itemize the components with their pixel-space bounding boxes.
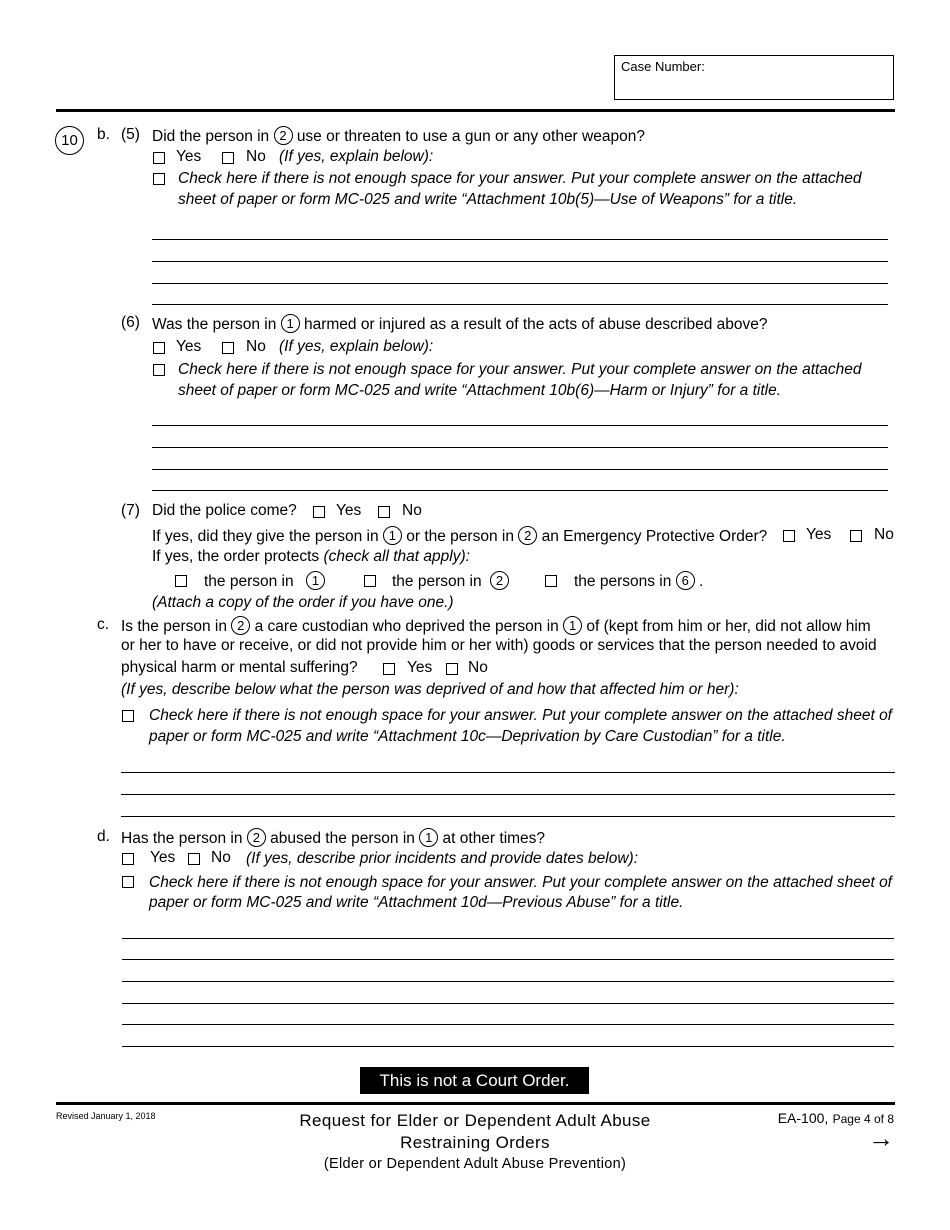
answer-line[interactable] — [122, 959, 894, 960]
ref-circle: 2 — [490, 571, 509, 590]
q5-no-label: No — [246, 148, 266, 165]
answer-line[interactable] — [152, 469, 888, 470]
d-yes-checkbox[interactable] — [122, 853, 134, 865]
answer-line[interactable] — [122, 1046, 894, 1047]
q5-check-text-2: sheet of paper or form MC-025 and write “Attachment 10b(5)—Use of Weapons” for a title. — [178, 191, 798, 208]
c-question-line3: physical harm or mental suffering? — [121, 659, 358, 676]
answer-line[interactable] — [122, 981, 894, 982]
revised-date: Revised January 1, 2018 — [56, 1111, 156, 1121]
case-number-box[interactable] — [614, 55, 894, 100]
q5-space-checkbox[interactable] — [153, 173, 165, 185]
ref-circle: 1 — [383, 526, 402, 545]
q7-opt2-label: the person in 2 — [392, 571, 509, 591]
q7-epo-question: If yes, did they give the person in 1 or the person in 2 an Emergency Protective Order? — [152, 528, 768, 545]
q6-space-checkbox[interactable] — [153, 364, 165, 376]
ref-circle: 1 — [306, 571, 325, 590]
answer-line[interactable] — [121, 816, 895, 817]
c-yes-label: Yes — [407, 659, 433, 676]
d-question: Has the person in 2 abused the person in 1 at other times? — [121, 830, 546, 847]
c-question-line1: Is the person in 2 a care custodian who deprived the person in 1 of (kept from him or her, did not allow him — [121, 618, 871, 635]
q6-no-checkbox[interactable] — [222, 342, 234, 354]
c-describe: (If yes, describe below what the person was deprived of and how that affected him or her): — [121, 681, 739, 698]
section-number: 10 — [55, 126, 84, 155]
q5-explain: (If yes, explain below): — [279, 148, 434, 165]
c-check-text-2: paper or form MC-025 and write “Attachment 10c—Deprivation by Care Custodian” for a title. — [149, 728, 786, 745]
q5-question: Did the person in 2 use or threaten to use a gun or any other weapon? — [152, 128, 645, 145]
not-court-order-notice: This is not a Court Order. — [360, 1067, 589, 1094]
d-no-checkbox[interactable] — [188, 853, 200, 865]
d-check-text-1: Check here if there is not enough space for your answer. Put your complete answer on the attached sheet of — [149, 874, 892, 891]
q7-opt3-checkbox[interactable] — [545, 575, 557, 587]
d-space-checkbox[interactable] — [122, 876, 134, 888]
ref-circle: 1 — [281, 314, 300, 333]
q5-check-text-1: Check here if there is not enough space for your answer. Put your complete answer on the attached — [178, 170, 862, 187]
answer-line[interactable] — [152, 239, 888, 240]
ref-circle: 2 — [274, 126, 293, 145]
q7-opt1-checkbox[interactable] — [175, 575, 187, 587]
ref-circle: 2 — [247, 828, 266, 847]
form-title-line1: Request for Elder or Dependent Adult Abuse — [299, 1111, 651, 1130]
q6-yes-checkbox[interactable] — [153, 342, 165, 354]
q7-epo-yes-label: Yes — [806, 526, 832, 543]
ref-circle: 1 — [419, 828, 438, 847]
d-describe: (If yes, describe prior incidents and provide dates below): — [246, 850, 639, 867]
d-check-text-2: paper or form MC-025 and write “Attachment 10d—Previous Abuse” for a title. — [149, 894, 684, 911]
answer-line[interactable] — [121, 772, 895, 773]
c-question-line2: or her to have or receive, or did not provide him or her with) goods or services that the person needed to avoid — [121, 637, 877, 654]
answer-line[interactable] — [152, 304, 888, 305]
q5-number: (5) — [121, 126, 140, 143]
q6-check-text-2: sheet of paper or form MC-025 and write “Attachment 10b(6)—Harm or Injury” for a title. — [178, 382, 782, 399]
q7-protects-text: If yes, the order protects (check all that apply): — [152, 548, 470, 565]
form-title-line2: Restraining Orders — [400, 1133, 550, 1152]
case-number-label: Case Number: — [621, 59, 705, 74]
next-page-arrow-icon: → — [868, 1123, 894, 1153]
answer-line[interactable] — [121, 794, 895, 795]
c-check-text-1: Check here if there is not enough space for your answer. Put your complete answer on the attached sheet of — [149, 707, 892, 724]
header-rule — [56, 109, 895, 112]
q7-yes-label: Yes — [336, 502, 362, 519]
q7-epo-no-checkbox[interactable] — [850, 530, 862, 542]
ref-circle: 6 — [676, 571, 695, 590]
answer-line[interactable] — [152, 447, 888, 448]
q7-no-checkbox[interactable] — [378, 506, 390, 518]
q5-yes-label: Yes — [176, 148, 202, 165]
q7-epo-no-label: No — [874, 526, 894, 543]
q7-number: (7) — [121, 502, 140, 519]
q7-epo-yes-checkbox[interactable] — [783, 530, 795, 542]
answer-line[interactable] — [122, 1024, 894, 1025]
q5-no-checkbox[interactable] — [222, 152, 234, 164]
c-yes-checkbox[interactable] — [383, 663, 395, 675]
c-no-label: No — [468, 659, 488, 676]
footer-rule — [56, 1102, 895, 1105]
ref-circle: 2 — [518, 526, 537, 545]
q7-opt3-label: the persons in 6 . — [574, 573, 704, 590]
form-subtitle: (Elder or Dependent Adult Abuse Prevention) — [323, 1156, 627, 1172]
q7-attach-note: (Attach a copy of the order if you have one.) — [152, 594, 454, 611]
form-title — [250, 1110, 700, 1174]
q6-number: (6) — [121, 314, 140, 331]
c-space-checkbox[interactable] — [122, 710, 134, 722]
form-id: EA-100, Page 4 of 8 — [777, 1110, 894, 1126]
q7-yes-checkbox[interactable] — [313, 506, 325, 518]
q6-yes-label: Yes — [176, 338, 202, 355]
item-b-letter: b. — [97, 126, 110, 143]
q7-no-label: No — [402, 502, 422, 519]
ref-circle: 1 — [563, 616, 582, 635]
answer-line[interactable] — [152, 261, 888, 262]
answer-line[interactable] — [122, 1003, 894, 1004]
d-no-label: No — [211, 849, 231, 866]
q7-opt1-label: the person in 1 — [204, 571, 325, 591]
q6-no-label: No — [246, 338, 266, 355]
answer-line[interactable] — [152, 425, 888, 426]
answer-line[interactable] — [122, 938, 894, 939]
q7-opt2-checkbox[interactable] — [364, 575, 376, 587]
q7-question: Did the police come? — [152, 502, 297, 519]
c-no-checkbox[interactable] — [446, 663, 458, 675]
q6-check-text-1: Check here if there is not enough space for your answer. Put your complete answer on the attached — [178, 361, 862, 378]
answer-line[interactable] — [152, 490, 888, 491]
q5-yes-checkbox[interactable] — [153, 152, 165, 164]
ref-circle: 2 — [231, 616, 250, 635]
q6-explain: (If yes, explain below): — [279, 338, 434, 355]
d-yes-label: Yes — [150, 849, 176, 866]
answer-line[interactable] — [152, 283, 888, 284]
item-c-letter: c. — [97, 616, 110, 633]
item-d-letter: d. — [97, 828, 110, 845]
q6-question: Was the person in 1 harmed or injured as a result of the acts of abuse described above? — [152, 316, 768, 333]
